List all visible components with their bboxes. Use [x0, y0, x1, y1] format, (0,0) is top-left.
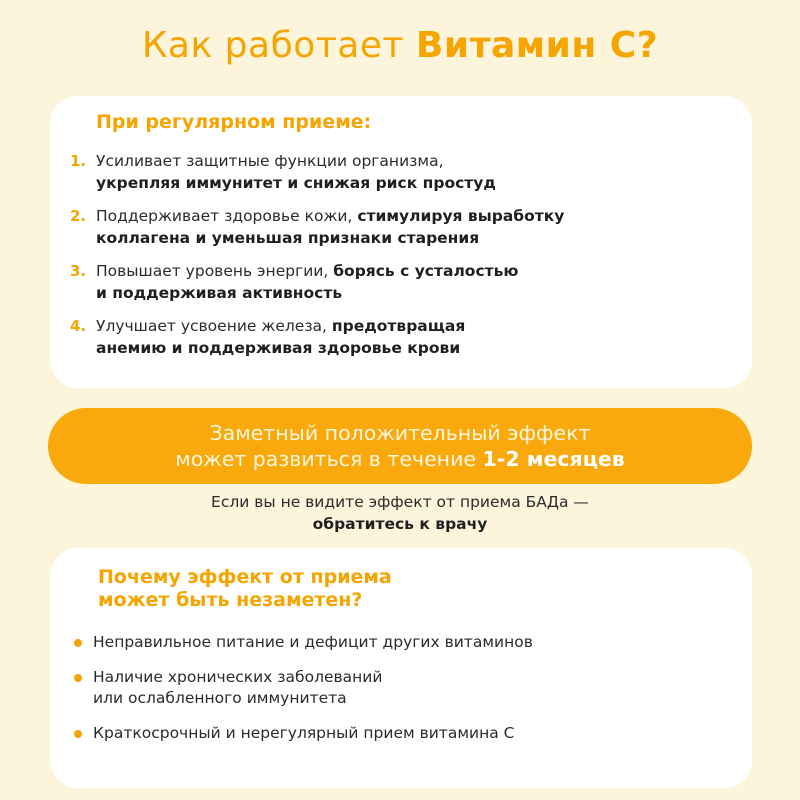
- note-line: обратитесь к врачу: [312, 515, 488, 533]
- list-item: [70, 205, 732, 249]
- reasons-heading: Почему эффект от приема может быть незаметен?: [98, 566, 392, 611]
- title-accent: Витамин С?: [415, 25, 659, 66]
- benefits-heading: При регулярном приеме:: [96, 111, 372, 133]
- item-text: [96, 260, 519, 304]
- effect-banner: [48, 408, 752, 484]
- benefits-card: [50, 96, 752, 388]
- item-line: укрепляя иммунитет и снижая риск простуд: [96, 174, 496, 192]
- list-item: [70, 315, 732, 359]
- reasons-list: [74, 632, 732, 744]
- item-text: [96, 315, 465, 359]
- note-line: Если вы не видите эффект от приема БАДа —: [211, 493, 589, 511]
- banner-line: Заметный положительный эффект: [209, 421, 591, 445]
- title-lead: Как работает: [141, 25, 416, 66]
- bullet-dot-icon: [74, 730, 82, 738]
- item-number: 4.: [70, 317, 87, 335]
- bullet-dot-icon: [74, 639, 82, 647]
- banner-duration: 1-2 месяцев: [482, 447, 625, 471]
- item-line: коллагена и уменьшая признаки старения: [96, 229, 480, 247]
- list-item: [74, 723, 732, 744]
- item-number: 3.: [70, 262, 87, 280]
- item-text: Неправильное питание и дефицит других витаминов: [93, 633, 533, 651]
- item-text: [96, 205, 564, 249]
- reasons-card: [50, 548, 752, 788]
- list-item: [70, 150, 732, 194]
- item-number: 1.: [70, 152, 87, 170]
- list-item: [70, 260, 732, 304]
- item-line: Усиливает защитные функции организма,: [96, 152, 444, 170]
- item-text: Краткосрочный и нерегулярный прием витамина С: [93, 724, 515, 742]
- item-line: Повышает уровень энергии, борясь с усталостью: [96, 262, 519, 280]
- page-title: [0, 20, 800, 72]
- item-line: и поддерживая активность: [96, 284, 343, 302]
- item-line: анемию и поддерживая здоровье крови: [96, 339, 461, 357]
- item-number: 2.: [70, 207, 87, 225]
- doctor-note: [0, 491, 800, 535]
- list-item: [74, 632, 732, 653]
- bullet-dot-icon: [74, 674, 82, 682]
- banner-line: может развиться в течение 1-2 месяцев: [175, 447, 625, 471]
- item-text: [96, 150, 496, 194]
- item-line: Улучшает усвоение железа, предотвращая: [96, 317, 466, 335]
- item-text: Наличие хронических заболеваний или ослабленного иммунитета: [93, 668, 383, 707]
- item-line: Поддерживает здоровье кожи, стимулируя выработку: [96, 207, 565, 225]
- benefits-list: [70, 150, 732, 359]
- list-item: [74, 667, 732, 709]
